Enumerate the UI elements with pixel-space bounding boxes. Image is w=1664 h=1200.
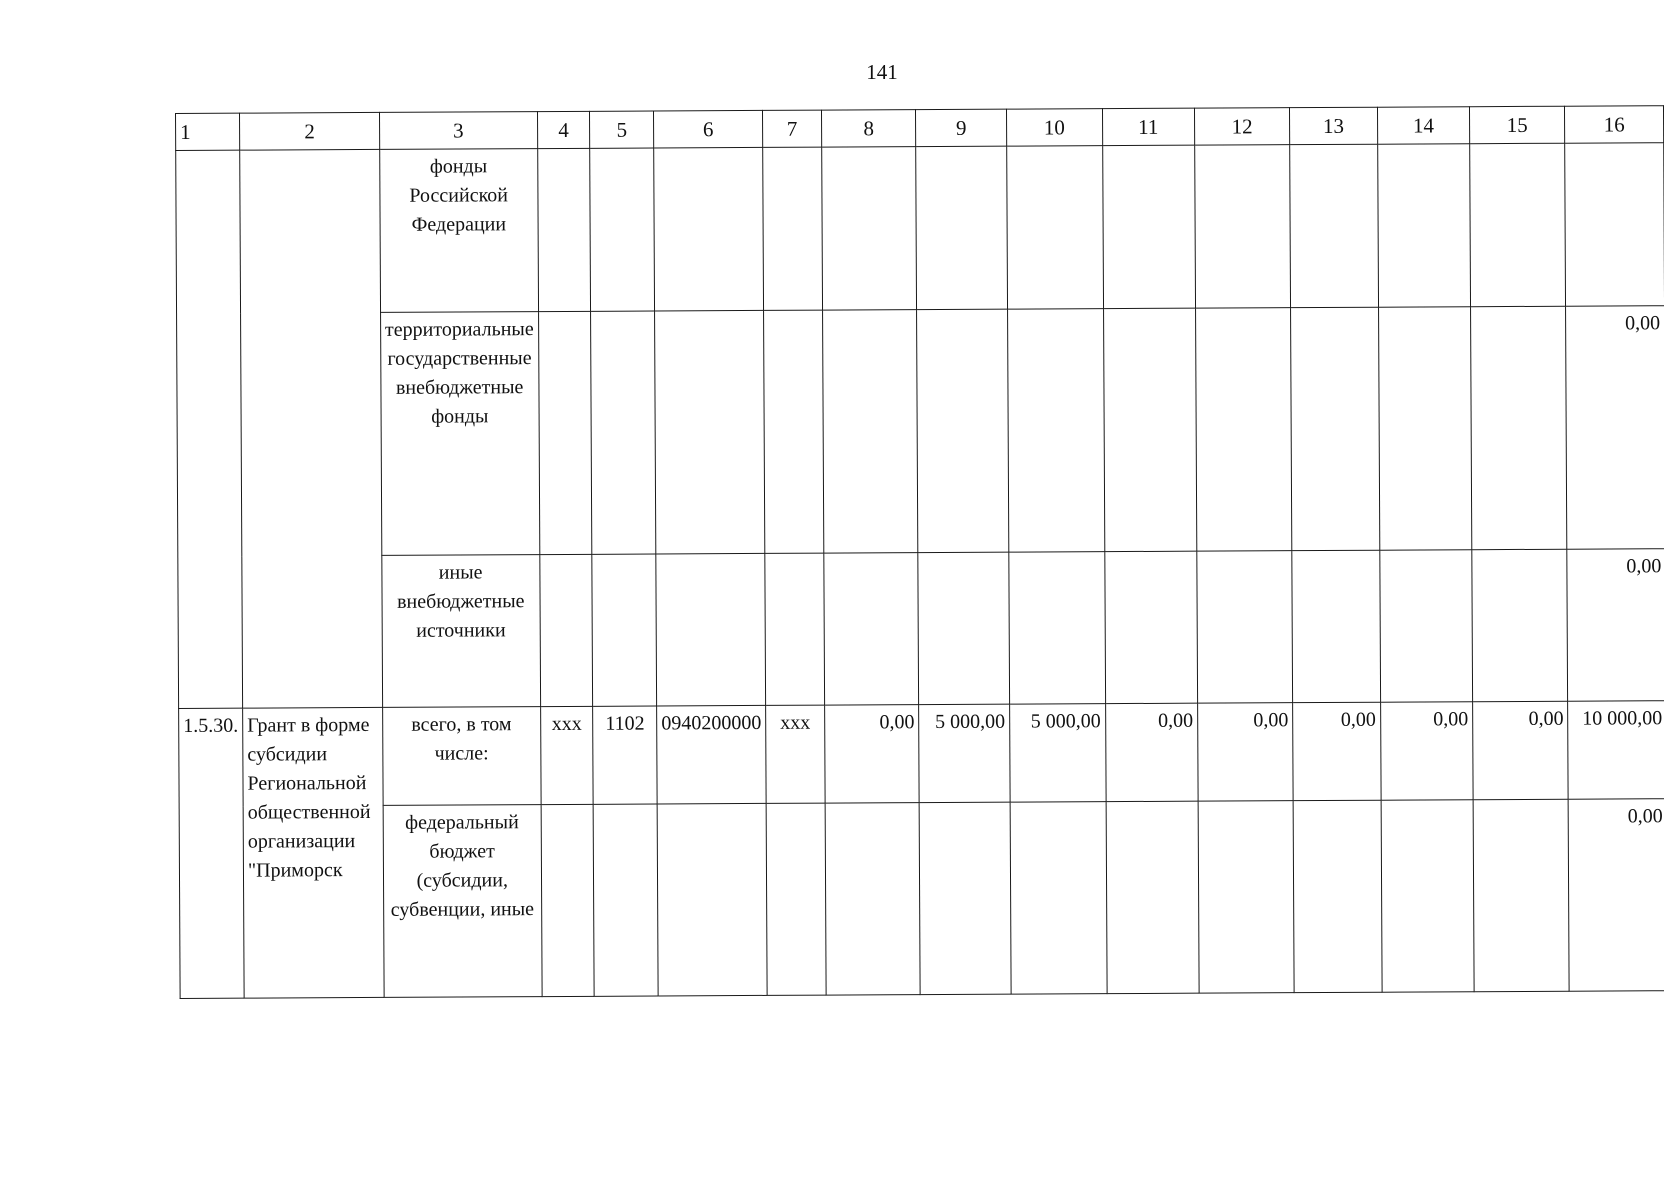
column-header: 8	[821, 110, 916, 147]
cell-source: федеральный бюджет (субсидии, субвенции, иные	[383, 805, 542, 998]
cell	[655, 310, 765, 554]
cell	[592, 554, 657, 706]
cell	[1007, 146, 1103, 309]
cell-code-5: 1102	[593, 706, 657, 804]
cell	[1009, 552, 1105, 704]
cell	[1473, 799, 1569, 991]
cell-amount: 0,00	[1293, 702, 1381, 800]
cell	[764, 310, 824, 553]
budget-table-sheet	[175, 105, 1664, 999]
cell-number	[176, 150, 243, 708]
cell	[763, 147, 823, 310]
cell-number: 1.5.30.	[179, 708, 245, 998]
column-header: 12	[1194, 108, 1290, 145]
cell	[537, 148, 591, 311]
table-row	[176, 143, 1664, 314]
cell	[1010, 802, 1107, 994]
cell-amount: 0,00	[1197, 703, 1293, 801]
cell-source: фонды Российской Федерации	[380, 149, 539, 313]
table-row	[179, 799, 1664, 999]
cell	[1381, 800, 1474, 992]
cell	[591, 311, 656, 554]
column-header: 10	[1006, 109, 1102, 147]
cell	[824, 553, 919, 705]
page-number: 141	[866, 60, 898, 84]
cell	[654, 147, 764, 311]
column-header: 15	[1470, 106, 1566, 143]
cell	[594, 804, 659, 996]
cell	[1104, 551, 1197, 703]
cell	[1103, 308, 1197, 551]
cell	[1378, 307, 1472, 550]
cell	[1379, 550, 1472, 702]
column-header: 4	[537, 111, 590, 148]
column-header: 16	[1565, 106, 1664, 144]
cell	[539, 554, 593, 706]
cell-code-7: ххх	[766, 705, 825, 803]
cell-source: всего, в том числе:	[383, 707, 541, 806]
cell	[1293, 800, 1381, 992]
cell	[1377, 144, 1470, 307]
cell	[1471, 306, 1568, 549]
cell	[765, 553, 825, 705]
cell-amount: 0,00	[825, 705, 920, 803]
cell	[1197, 551, 1293, 703]
column-header: 11	[1102, 108, 1195, 145]
cell	[1472, 549, 1568, 701]
cell	[1470, 143, 1566, 306]
cell	[656, 553, 766, 706]
column-header: 6	[654, 110, 763, 148]
cell	[1106, 801, 1199, 993]
column-header: 1	[176, 113, 240, 150]
cell	[918, 552, 1009, 704]
cell-code-4: ххх	[540, 706, 593, 804]
cell-amount: 0,00	[1380, 702, 1473, 800]
cell-source: территориальные государственные внебюджетные фонды	[380, 312, 539, 556]
column-header: 14	[1377, 107, 1470, 144]
cell	[1291, 307, 1380, 550]
cell-total: 0,00	[1566, 306, 1664, 550]
cell	[822, 147, 917, 310]
cell-code-6: 0940200000	[657, 705, 767, 804]
cell	[766, 803, 826, 995]
cell-total	[1565, 143, 1664, 307]
column-header: 2	[240, 112, 380, 150]
column-header: 3	[379, 112, 537, 150]
cell-amount: 5 000,00	[1010, 704, 1106, 802]
cell-total: 10 000,00	[1568, 701, 1664, 800]
cell-name	[240, 149, 383, 708]
column-header: 13	[1290, 107, 1378, 144]
cell-amount: 5 000,00	[919, 704, 1010, 802]
cell	[541, 804, 595, 996]
cell-source: иные внебюджетные источники	[382, 555, 540, 708]
cell	[657, 803, 767, 996]
cell	[825, 803, 920, 995]
cell	[590, 148, 655, 311]
cell-total: 0,00	[1568, 799, 1664, 992]
cell	[1195, 145, 1291, 308]
cell	[916, 146, 1008, 309]
column-header: 7	[763, 110, 822, 147]
cell	[919, 802, 1011, 994]
cell	[1290, 144, 1378, 307]
cell-amount: 0,00	[1105, 703, 1198, 801]
cell-total: 0,00	[1567, 549, 1664, 702]
cell	[1102, 145, 1195, 308]
table-row	[179, 701, 1664, 807]
table-row	[177, 306, 1664, 557]
column-header: 5	[590, 111, 654, 148]
column-header: 9	[916, 109, 1007, 146]
cell	[1198, 801, 1294, 993]
cell-amount: 0,00	[1473, 701, 1569, 799]
cell	[1292, 550, 1380, 702]
cell	[1195, 308, 1292, 551]
budget-table	[175, 105, 1664, 999]
cell	[538, 311, 592, 554]
cell	[1007, 309, 1104, 552]
cell-name: Грант в форме субсидии Региональной общественной организации "Приморск	[243, 707, 384, 998]
cell	[822, 310, 918, 553]
cell	[917, 309, 1009, 552]
table-row	[178, 549, 1664, 709]
